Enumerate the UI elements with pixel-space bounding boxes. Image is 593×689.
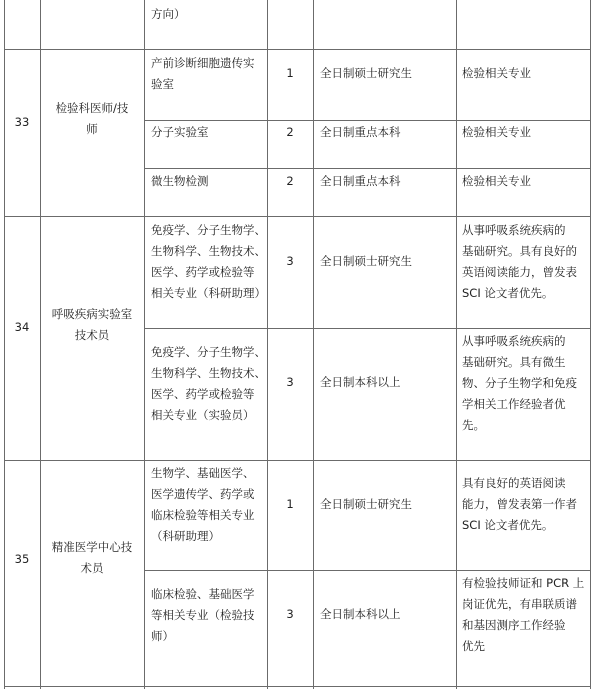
cell-text: 技术员 bbox=[74, 328, 110, 342]
cell-text: 等相关专业（检验技 bbox=[151, 608, 255, 622]
grid-line bbox=[144, 0, 145, 689]
cell-text: 有检验技师证和 PCR 上 bbox=[462, 576, 585, 590]
cell-text: 具有良好的英语阅读 bbox=[462, 476, 566, 490]
cell-text: 方向） bbox=[151, 7, 186, 21]
cell-text: 术员 bbox=[80, 561, 104, 575]
cell-text: 医学遗传学、药学或 bbox=[151, 487, 255, 501]
cell-text: 检验相关专业 bbox=[462, 125, 531, 139]
specialty-cell bbox=[151, 463, 263, 547]
count-cell: 3 bbox=[286, 607, 294, 621]
position-title bbox=[40, 304, 144, 346]
cell-text: 能力，曾发表第一作者 bbox=[462, 497, 577, 511]
count-cell: 3 bbox=[286, 254, 294, 268]
cell-text: 检验相关专业 bbox=[462, 66, 531, 80]
grid-line bbox=[4, 49, 591, 50]
cell-text: 先。 bbox=[462, 418, 485, 432]
count-cell: 2 bbox=[286, 174, 294, 188]
grid-line bbox=[144, 120, 591, 121]
cell-text: 医学、药学或检验等 bbox=[151, 265, 255, 279]
cell-text: （科研助理） bbox=[151, 529, 220, 543]
grid-line bbox=[144, 168, 591, 169]
cell-text: 检验相关专业 bbox=[462, 174, 531, 188]
requirement-cell bbox=[462, 573, 584, 657]
specialty-cell-fragment bbox=[151, 4, 261, 25]
education-cell: 全日制硕士研究生 bbox=[320, 254, 412, 268]
cell-text: 相关专业（实验员） bbox=[151, 408, 255, 422]
cell-text: 优先 bbox=[462, 639, 485, 653]
requirement-cell bbox=[462, 473, 577, 536]
specialty-cell bbox=[151, 53, 263, 95]
cell-text: 生物科学、生物技术、 bbox=[151, 366, 266, 380]
row-number: 33 bbox=[14, 115, 30, 129]
cell-text: 产前诊断细胞遗传实 bbox=[151, 56, 255, 70]
grid-line bbox=[267, 0, 268, 689]
education-cell: 全日制重点本科 bbox=[320, 174, 401, 188]
grid-line bbox=[4, 216, 591, 217]
specialty-cell bbox=[151, 122, 209, 143]
education-cell: 全日制硕士研究生 bbox=[320, 66, 412, 80]
specialty-cell bbox=[151, 171, 209, 192]
specialty-cell bbox=[151, 220, 266, 304]
cell-text: SCI 论文者优先。 bbox=[462, 286, 554, 300]
cell-text: 岗证优先，有串联质谱 bbox=[462, 597, 577, 611]
cell-text: 相关专业（科研助理） bbox=[151, 286, 266, 300]
cell-text: 从事呼吸系统疾病的 bbox=[462, 334, 566, 348]
requirement-cell bbox=[462, 220, 577, 304]
requirement-cell bbox=[462, 171, 531, 192]
cell-text: 学相关工作经验者优 bbox=[462, 397, 566, 411]
cell-text: 基础研究。具有微生 bbox=[462, 355, 566, 369]
cell-text: 检验科医师/技 bbox=[55, 101, 129, 115]
row-number: 34 bbox=[14, 320, 30, 334]
cell-text: SCI 论文者优先。 bbox=[462, 518, 554, 532]
cell-text: 微生物检测 bbox=[151, 174, 209, 188]
education-cell: 全日制重点本科 bbox=[320, 125, 401, 139]
count-cell: 1 bbox=[286, 66, 294, 80]
requirement-cell bbox=[462, 331, 577, 436]
cell-text: 精准医学中心技 bbox=[51, 540, 133, 554]
cell-text: 师） bbox=[151, 629, 174, 643]
row-number: 35 bbox=[14, 552, 30, 566]
cell-text: 生物科学、生物技术、 bbox=[151, 244, 266, 258]
count-cell: 3 bbox=[286, 375, 294, 389]
grid-line bbox=[313, 0, 314, 689]
position-title bbox=[40, 537, 144, 579]
grid-line bbox=[144, 328, 591, 329]
cell-text: 和基因测序工作经验 bbox=[462, 618, 566, 632]
cell-text: 呼吸疾病实验室 bbox=[51, 307, 133, 321]
grid-line bbox=[4, 0, 5, 689]
requirement-cell bbox=[462, 63, 531, 84]
cell-text: 物、分子生物学和免疫 bbox=[462, 376, 577, 390]
grid-line bbox=[4, 686, 591, 687]
cell-text: 英语阅读能力，曾发表 bbox=[462, 265, 577, 279]
count-cell: 2 bbox=[286, 125, 294, 139]
cell-text: 师 bbox=[86, 122, 98, 136]
cell-text: 生物学、基础医学、 bbox=[151, 466, 255, 480]
cell-text: 分子实验室 bbox=[151, 125, 209, 139]
requirement-cell bbox=[462, 122, 531, 143]
cell-text: 基础研究。具有良好的 bbox=[462, 244, 577, 258]
specialty-cell bbox=[151, 584, 263, 647]
cell-text: 免疫学、分子生物学、 bbox=[151, 345, 266, 359]
education-cell: 全日制硕士研究生 bbox=[320, 497, 412, 511]
grid-line bbox=[590, 0, 591, 689]
count-cell: 1 bbox=[286, 497, 294, 511]
education-cell: 全日制本科以上 bbox=[320, 607, 401, 621]
cell-text: 临床检验等相关专业 bbox=[151, 508, 255, 522]
cell-text: 临床检验、基础医学 bbox=[151, 587, 255, 601]
grid-line bbox=[456, 0, 457, 689]
specialty-cell bbox=[151, 342, 266, 426]
grid-line bbox=[144, 570, 591, 571]
cell-text: 从事呼吸系统疾病的 bbox=[462, 223, 566, 237]
cell-text: 验室 bbox=[151, 77, 174, 91]
cell-text: 医学、药学或检验等 bbox=[151, 387, 255, 401]
cell-text: 免疫学、分子生物学、 bbox=[151, 223, 266, 237]
position-title bbox=[40, 98, 144, 140]
grid-line bbox=[4, 460, 591, 461]
education-cell: 全日制本科以上 bbox=[320, 375, 401, 389]
